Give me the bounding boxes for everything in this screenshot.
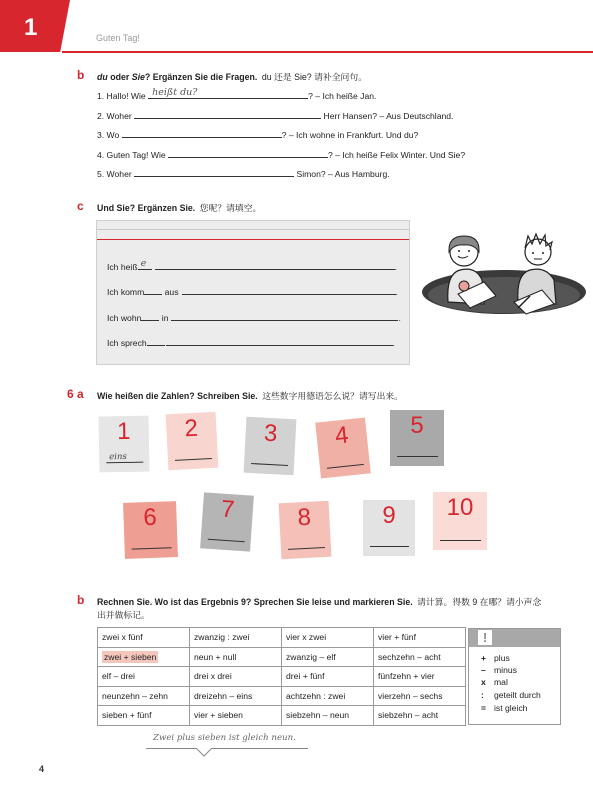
cell-text: siebzehn – acht <box>378 710 439 721</box>
number-card-8 <box>279 501 332 560</box>
cell-text: drei x drei <box>194 671 232 682</box>
calc-cell[interactable] <box>282 667 374 687</box>
row-end: . <box>392 338 396 348</box>
handwritten-ending: e <box>140 258 147 269</box>
exercise-line-3 <box>97 128 418 140</box>
legend-header <box>469 629 560 647</box>
ending-blank[interactable] <box>141 311 159 321</box>
calc-cell[interactable] <box>98 628 190 648</box>
cell-text: neunzehn – zehn <box>102 690 168 701</box>
cell-text: drei + fünf <box>286 671 325 682</box>
legend-text: mal <box>494 677 508 687</box>
section-b-instruction <box>97 70 367 83</box>
legend-symbol: + <box>481 653 487 663</box>
instr-zh: 请计算。得数 9 在哪？请小声念 <box>417 597 542 607</box>
handwritten-answer: heißt du? <box>152 87 198 98</box>
row-text: Ich komm <box>107 287 145 297</box>
answer-blank[interactable] <box>122 128 282 138</box>
row-text: Ich sprech <box>107 338 147 348</box>
card-number: 10 <box>446 494 474 521</box>
instr-du: du <box>97 72 108 82</box>
exclamation-icon: ! <box>478 630 492 645</box>
students-writing-illustration <box>418 222 588 322</box>
calc-cell[interactable] <box>374 647 466 667</box>
calc-cell[interactable] <box>190 706 282 726</box>
line-text: Simon? – Aus Hamburg. <box>294 169 390 179</box>
line-text: ? – Ich wohne in Frankfurt. Und du? <box>281 130 419 140</box>
speech-pointer-icon <box>196 748 212 758</box>
instr-de: Und Sie? Ergänzen Sie. <box>97 203 196 213</box>
fill-row-3 <box>107 311 401 323</box>
legend-item <box>481 677 508 687</box>
section-6b-instruction <box>97 596 557 622</box>
calc-cell[interactable] <box>374 706 466 726</box>
card-number: 1 <box>116 417 131 446</box>
line-text: 4. Guten Tag! Wie <box>97 150 169 160</box>
card-number: 8 <box>296 503 312 532</box>
handwritten-answer: eins <box>109 451 127 463</box>
cell-text: achtzehn : zwei <box>286 690 346 701</box>
calc-cell[interactable] <box>282 628 374 648</box>
operator-legend <box>468 628 561 725</box>
line-text: 5. Woher <box>97 169 135 179</box>
instr-de: Wie heißen die Zahlen? Schreiben Sie. <box>97 391 258 401</box>
exercise-line-1 <box>97 89 376 101</box>
answer-blank[interactable] <box>397 447 438 457</box>
box-accent-rule <box>97 239 409 240</box>
line-text: Herr Hansen? – Aus Deutschland. <box>321 111 454 121</box>
ending-blank[interactable] <box>147 336 165 346</box>
table-row <box>98 667 466 687</box>
answer-blank[interactable] <box>171 311 401 323</box>
cell-text: siebzehn – neun <box>286 710 350 721</box>
answer-blank[interactable] <box>134 167 294 177</box>
instr-rest: ? Ergänzen Sie die Fragen. <box>144 72 258 82</box>
card-number: 4 <box>333 421 350 450</box>
instr-zh: du 还是 Sie? 请补全问句。 <box>261 72 367 82</box>
fill-row-1 <box>107 260 397 272</box>
calc-cell[interactable] <box>98 686 190 706</box>
line-text: ? – Ich heiße Felix Winter. Und Sie? <box>328 150 466 160</box>
row-text: Ich wohn <box>107 313 142 323</box>
instr-sie: Sie <box>131 72 145 82</box>
answer-blank[interactable] <box>134 109 321 119</box>
row-end: . <box>398 313 401 323</box>
answer-blank[interactable] <box>287 538 324 550</box>
answer-blank[interactable] <box>166 336 396 348</box>
legend-symbol: x <box>481 677 486 687</box>
calc-cell[interactable] <box>190 686 282 706</box>
card-number: 7 <box>220 495 236 524</box>
calc-cell[interactable] <box>282 647 374 667</box>
answer-blank[interactable] <box>106 453 143 464</box>
number-card-1 <box>99 416 150 473</box>
exercise-line-4 <box>97 148 465 160</box>
ending-blank[interactable] <box>138 260 152 270</box>
header-rule <box>62 51 593 53</box>
calc-cell[interactable] <box>190 667 282 687</box>
table-row <box>98 686 466 706</box>
cell-text: vier + sieben <box>194 710 243 721</box>
legend-item <box>481 665 517 675</box>
calc-cell[interactable] <box>98 706 190 726</box>
number-card-3 <box>244 417 297 476</box>
section-b-letter: b <box>77 68 85 82</box>
fill-row-4 <box>107 336 395 348</box>
calc-cell[interactable] <box>282 706 374 726</box>
legend-symbol: = <box>481 703 487 713</box>
instr-de: Rechnen Sie. Wo ist das Ergebnis 9? Sprechen Sie leise und markieren Sie. <box>97 597 413 607</box>
section-c-letter: c <box>77 199 84 213</box>
legend-symbol: – <box>481 665 486 675</box>
calc-cell[interactable] <box>282 686 374 706</box>
line-text: 3. Wo <box>97 130 122 140</box>
calc-cell[interactable] <box>374 667 466 687</box>
calc-cell[interactable] <box>374 628 466 648</box>
number-card-9 <box>363 500 415 556</box>
number-card-6 <box>123 501 178 559</box>
calc-cell-marked[interactable] <box>98 647 190 667</box>
legend-text: minus <box>494 665 517 675</box>
fill-in-box <box>96 220 410 365</box>
page-number: 4 <box>39 764 45 774</box>
calc-cell[interactable] <box>190 628 282 648</box>
legend-text: plus <box>494 653 510 663</box>
answer-blank[interactable] <box>208 530 246 543</box>
card-number: 6 <box>142 503 158 532</box>
cell-text: dreizehn – eins <box>194 690 253 701</box>
highlighted-answer: zwei + sieben <box>104 651 157 662</box>
answer-blank[interactable] <box>131 538 171 549</box>
legend-text: ist gleich <box>494 703 528 713</box>
answer-blank[interactable] <box>155 260 395 270</box>
calc-cell[interactable] <box>98 667 190 687</box>
instr-zh: 这些数字用德语怎么说？请写出来。 <box>262 391 403 401</box>
card-number: 9 <box>382 502 396 529</box>
cell-text: neun + null <box>194 651 237 662</box>
legend-item <box>481 703 527 713</box>
table-row <box>98 706 466 726</box>
cell-text: vierzehn – sechs <box>378 690 443 701</box>
calculation-table <box>97 627 466 726</box>
row-end: . <box>394 262 397 272</box>
cell-text: zwanzig – elf <box>286 651 336 662</box>
chapter-number: 1 <box>24 14 38 41</box>
cell-text: zwanzig : zwei <box>194 632 250 643</box>
cell-text: vier + fünf <box>378 632 416 643</box>
cell-text: zwei x fünf <box>102 632 143 643</box>
speech-example: Zwei plus sieben ist gleich neun. <box>146 733 308 749</box>
number-card-10 <box>433 492 487 550</box>
section-6a-instruction <box>97 389 403 402</box>
exercise-line-5 <box>97 167 390 179</box>
row-text: in <box>159 313 169 323</box>
cell-text: elf – drei <box>102 671 135 682</box>
number-card-7 <box>200 492 254 551</box>
line-text: 2. Woher <box>97 111 135 121</box>
cell-text: sieben + fünf <box>102 710 152 721</box>
calc-cell[interactable] <box>190 647 282 667</box>
line-text: 1. Hallo! Wie <box>97 91 149 101</box>
exercise-line-2 <box>97 109 453 121</box>
ending-blank[interactable] <box>144 285 162 295</box>
answer-blank[interactable] <box>440 531 481 541</box>
section-6a-label: 6 a <box>67 387 84 401</box>
legend-item <box>481 653 510 663</box>
section-c-instruction <box>97 201 261 214</box>
number-card-2 <box>166 412 219 471</box>
instr-zh: 您呢？请填空。 <box>199 203 262 213</box>
calc-cell[interactable] <box>374 686 466 706</box>
legend-text: geteilt durch <box>494 690 541 700</box>
number-card-4 <box>315 418 371 479</box>
number-card-5 <box>390 410 444 466</box>
instr-mid: oder <box>107 72 132 82</box>
legend-symbol: : <box>481 690 484 700</box>
answer-blank[interactable] <box>148 89 308 99</box>
instr-zh-cont: 出并做标记。 <box>97 610 150 620</box>
box-rule <box>97 229 409 230</box>
cell-text: fünfzehn + vier <box>378 671 435 682</box>
answer-blank[interactable] <box>174 449 211 461</box>
cell-text: sechzehn – acht <box>378 651 441 662</box>
card-number: 5 <box>410 412 424 439</box>
table-row <box>98 647 466 667</box>
row-text: Ich heiß <box>107 262 138 272</box>
chapter-title: Guten Tag! <box>96 33 140 43</box>
line-text: ? – Ich heiße Jan. <box>308 91 377 101</box>
row-end: . <box>395 287 398 297</box>
answer-blank[interactable] <box>370 537 409 547</box>
answer-blank[interactable] <box>182 285 396 295</box>
cell-text: vier x zwei <box>286 632 327 643</box>
answer-blank[interactable] <box>251 454 288 466</box>
card-number: 2 <box>183 414 199 443</box>
row-text: aus <box>162 287 179 297</box>
answer-blank[interactable] <box>326 455 364 469</box>
card-number: 3 <box>263 419 279 448</box>
answer-blank[interactable] <box>168 148 328 158</box>
section-6b-letter: b <box>77 593 85 607</box>
legend-item <box>481 690 541 700</box>
fill-row-2 <box>107 285 398 297</box>
table-row <box>98 628 466 648</box>
